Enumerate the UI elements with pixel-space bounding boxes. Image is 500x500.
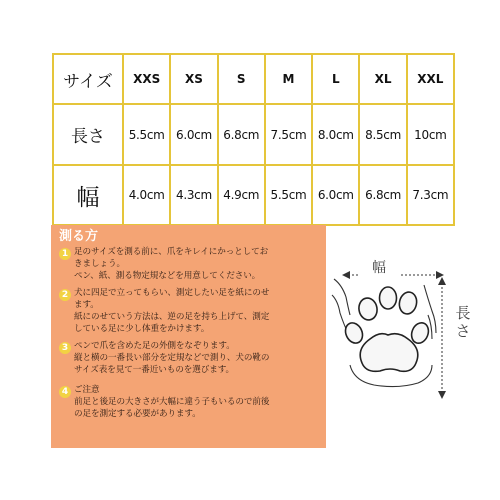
length-row-label: 長さ: [53, 104, 123, 165]
step-3: [59, 340, 320, 376]
size-xxs: XXS: [123, 54, 170, 104]
size-xs: XS: [170, 54, 217, 104]
size-s: S: [218, 54, 265, 104]
size-header-row: [53, 54, 454, 104]
width-s: 4.9cm: [218, 165, 265, 225]
instructions-title: 測る方: [59, 229, 99, 244]
diagram-length-label: 長さ: [455, 304, 471, 340]
step-2: [59, 287, 320, 335]
step-number-badge: 2: [59, 289, 71, 301]
step-4: [59, 384, 320, 420]
length-arrow: [438, 277, 446, 399]
width-xl: 6.8cm: [359, 165, 406, 225]
length-xl: 8.5cm: [359, 104, 406, 165]
diagram-width-label: 幅: [372, 260, 386, 276]
size-row-label: サイズ: [53, 54, 123, 104]
width-xxl: 7.3cm: [407, 165, 454, 225]
step-line: ます。: [74, 300, 99, 310]
step-line: 足のサイズを測る前に、爪をキレイにかっとしてお: [74, 247, 269, 257]
step-line: 犬に四足で立ってもらい、測定したい足を紙にのせ: [74, 288, 270, 298]
step-line: ペンで爪を含めた足の外側をなぞります。: [74, 341, 235, 351]
width-xs: 4.3cm: [170, 165, 217, 225]
measuring-instructions: [51, 225, 326, 448]
length-xxl: 10cm: [407, 104, 454, 165]
width-m: 5.5cm: [265, 165, 312, 225]
width-arrow: [342, 271, 444, 279]
length-row: [53, 104, 454, 165]
length-l: 8.0cm: [312, 104, 359, 165]
length-m: 7.5cm: [265, 104, 312, 165]
step-line: ペン、紙、測る物定規などを用意してください。: [74, 271, 261, 281]
width-row: [53, 165, 454, 225]
step-line: サイズ表を見て一番近いものを選びます。: [74, 365, 235, 375]
size-l: L: [312, 54, 359, 104]
step-text: [74, 246, 320, 282]
step-line: きましょう。: [74, 259, 125, 269]
step-number-badge: 4: [59, 386, 71, 398]
step-text: [74, 287, 320, 335]
step-number-badge: 3: [59, 342, 71, 354]
step-text: [74, 340, 320, 376]
width-row-label: 幅: [53, 165, 123, 225]
step-line: 紙にのせていう方法は、逆の足を持ち上げて、測定: [74, 312, 270, 322]
step-line: している足に少し体重をかけます。: [74, 324, 210, 334]
size-xl: XL: [359, 54, 406, 104]
width-xxs: 4.0cm: [123, 165, 170, 225]
step-line: 前足と後足の大きさが大幅に違う子もいるので前後: [74, 397, 270, 407]
step-1: [59, 246, 320, 282]
length-xs: 6.0cm: [170, 104, 217, 165]
length-s: 6.8cm: [218, 104, 265, 165]
width-l: 6.0cm: [312, 165, 359, 225]
step-line: ご注意: [74, 385, 100, 395]
size-xxl: XXL: [407, 54, 454, 104]
step-line: の足を測定する必要があります。: [74, 409, 201, 419]
size-table: [52, 53, 455, 226]
size-m: M: [265, 54, 312, 104]
length-xxs: 5.5cm: [123, 104, 170, 165]
step-line: 縦と横の一番長い部分を定規などで測り、犬の靴の: [74, 353, 270, 363]
step-number-badge: 1: [59, 248, 71, 260]
paw-print-icon: [342, 287, 431, 371]
step-text: [74, 384, 320, 420]
